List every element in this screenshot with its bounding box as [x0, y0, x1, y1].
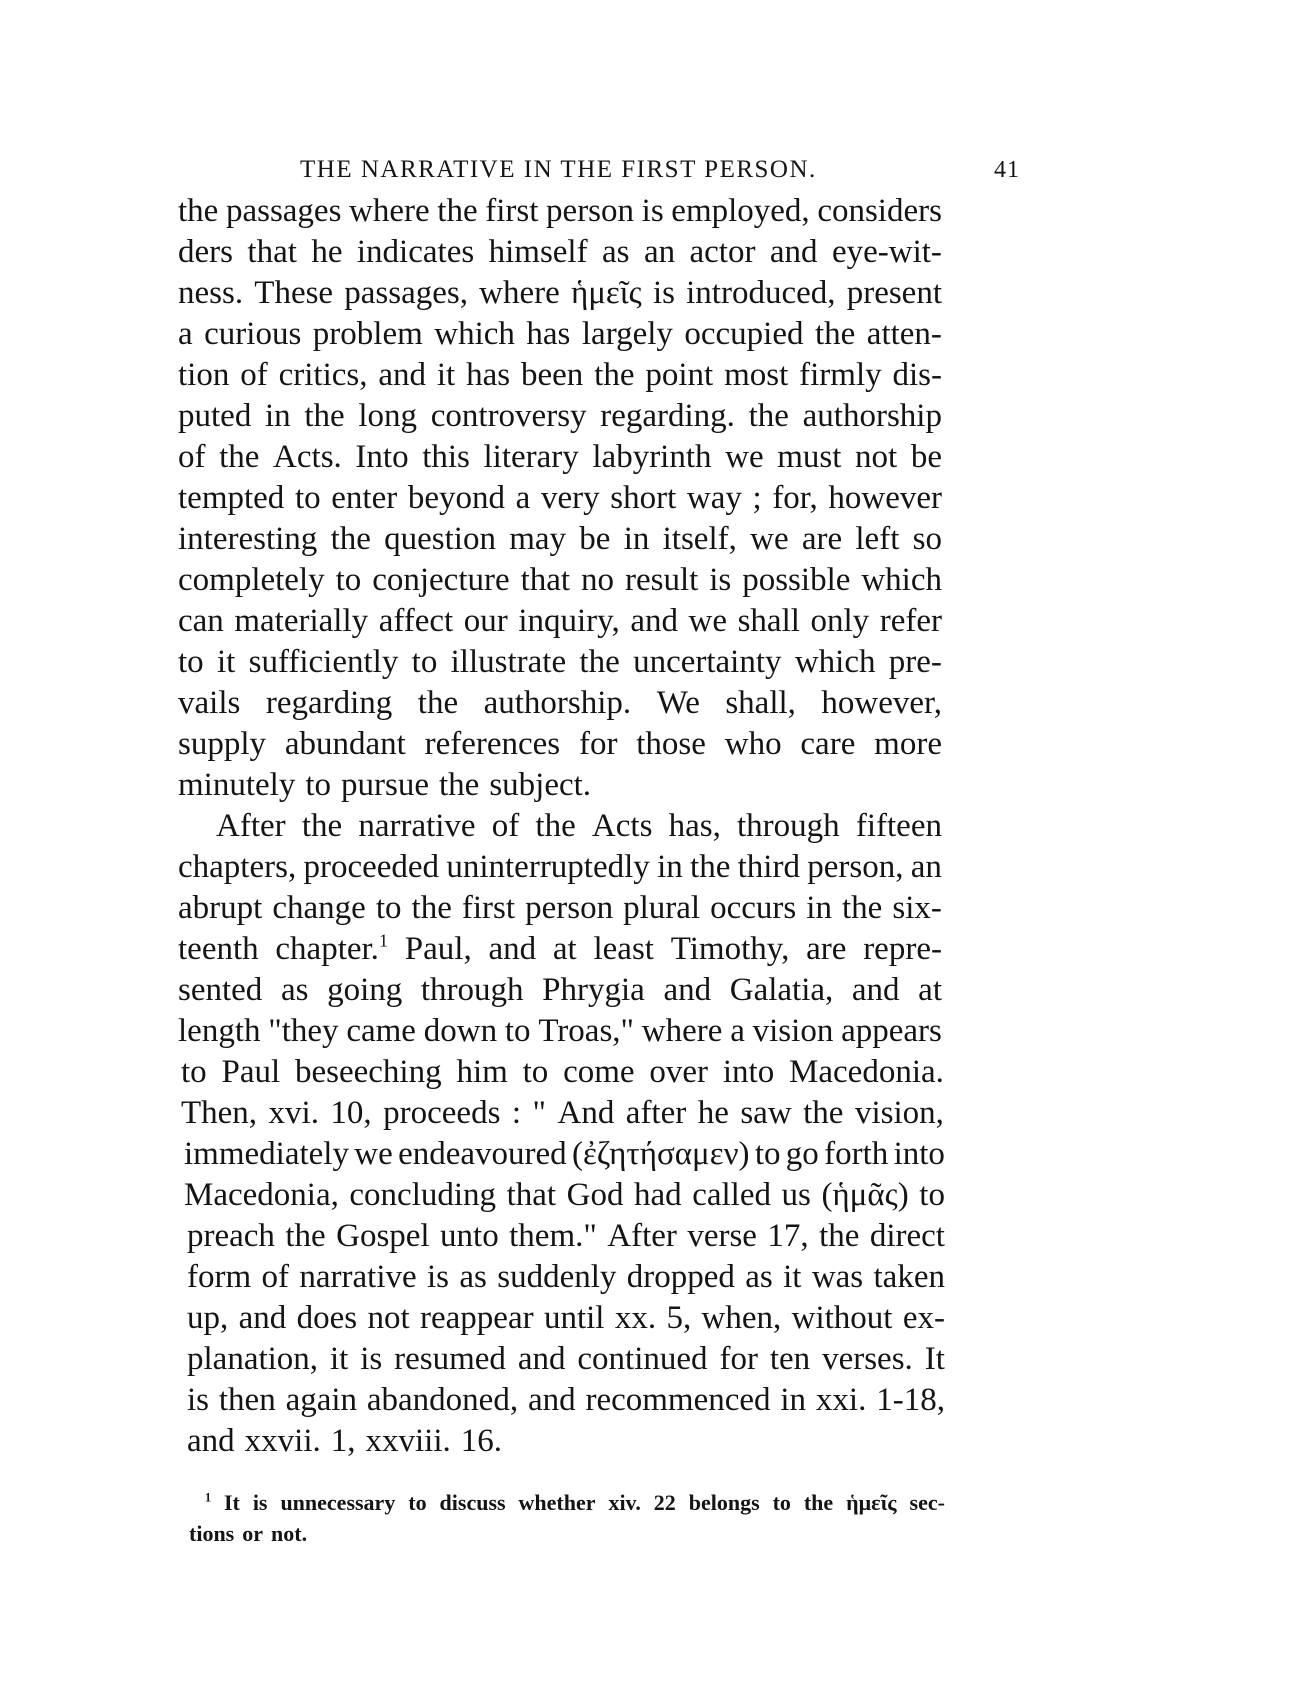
body-line: abrupt change to the first person plural occurs in the six- [178, 890, 942, 926]
body-line: tempted to enter beyond a very short way ; for, however [178, 480, 942, 516]
body-line: and xxvii. 1, xxviii. 16. [187, 1423, 503, 1459]
footnote-line: $^1$ It is unnecessary to discuss whether xiv. 22 belongs to the ἡμεῖς sec- [205, 1490, 945, 1515]
page-number: 41 [994, 156, 1020, 183]
body-line: interesting the question may be in itself, we are left so [178, 521, 942, 557]
body-line: ness. These passages, where ἡμεῖς is introduced, present [178, 275, 942, 311]
body-line: Then, xvi. 10, proceeds : " And after he saw the vision, [181, 1095, 944, 1131]
body-line: of the Acts. Into this literary labyrinth we must not be [178, 439, 942, 475]
body-line: can materially affect our inquiry, and we shall only refer [178, 603, 942, 639]
body-line: tion of critics, and it has been the point most firmly dis- [178, 357, 942, 393]
body-line: sented as going through Phrygia and Galatia, and at [178, 972, 942, 1008]
body-line: up, and does not reappear until xx. 5, when, without ex- [187, 1300, 945, 1336]
page-header [300, 150, 1020, 190]
footnote-line: tions or not. [189, 1521, 308, 1546]
body-line: length "they came down to Troas," where a vision appears [178, 1013, 942, 1049]
body-line: a curious problem which has largely occupied the atten- [178, 316, 942, 352]
body-line: planation, it is resumed and continued for ten verses. It [187, 1341, 945, 1377]
body-line: teenth chapter.$^1$ Paul, and at least Timothy, are repre- [178, 930, 942, 967]
body-line: After the narrative of the Acts has, through fifteen [216, 808, 942, 844]
body-line: ders that he indicates himself as an actor and eye-wit- [178, 234, 942, 270]
body-line: is then again abandoned, and recommenced in xxi. 1-18, [187, 1382, 945, 1418]
body-line: puted in the long controversy regarding. the authorship [178, 398, 942, 434]
body-line: the passages where the first person is employed, considers [178, 193, 942, 229]
running-title: THE NARRATIVE IN THE FIRST PERSON. [300, 156, 817, 183]
body-line: vails regarding the authorship. We shall, however, [178, 685, 942, 721]
body-line: form of narrative is as suddenly dropped as it was taken [187, 1259, 945, 1295]
body-line: supply abundant references for those who care more [178, 726, 942, 762]
body-line: completely to conjecture that no result is possible which [178, 562, 942, 598]
body-line: chapters, proceeded uninterruptedly in the third person, an [178, 849, 942, 885]
body-line: immediately we endeavoured (ἐζητήσαμεν) to go forth into [184, 1136, 945, 1172]
body-line: preach the Gospel unto them." After verse 17, the direct [187, 1218, 945, 1254]
body-line: to it sufficiently to illustrate the uncertainty which pre- [178, 644, 942, 680]
body-line: to Paul beseeching him to come over into Macedonia. [181, 1054, 944, 1090]
body-line: minutely to pursue the subject. [178, 767, 592, 803]
body-line: Macedonia, concluding that God had called us (ἡμᾶς) to [184, 1177, 945, 1213]
